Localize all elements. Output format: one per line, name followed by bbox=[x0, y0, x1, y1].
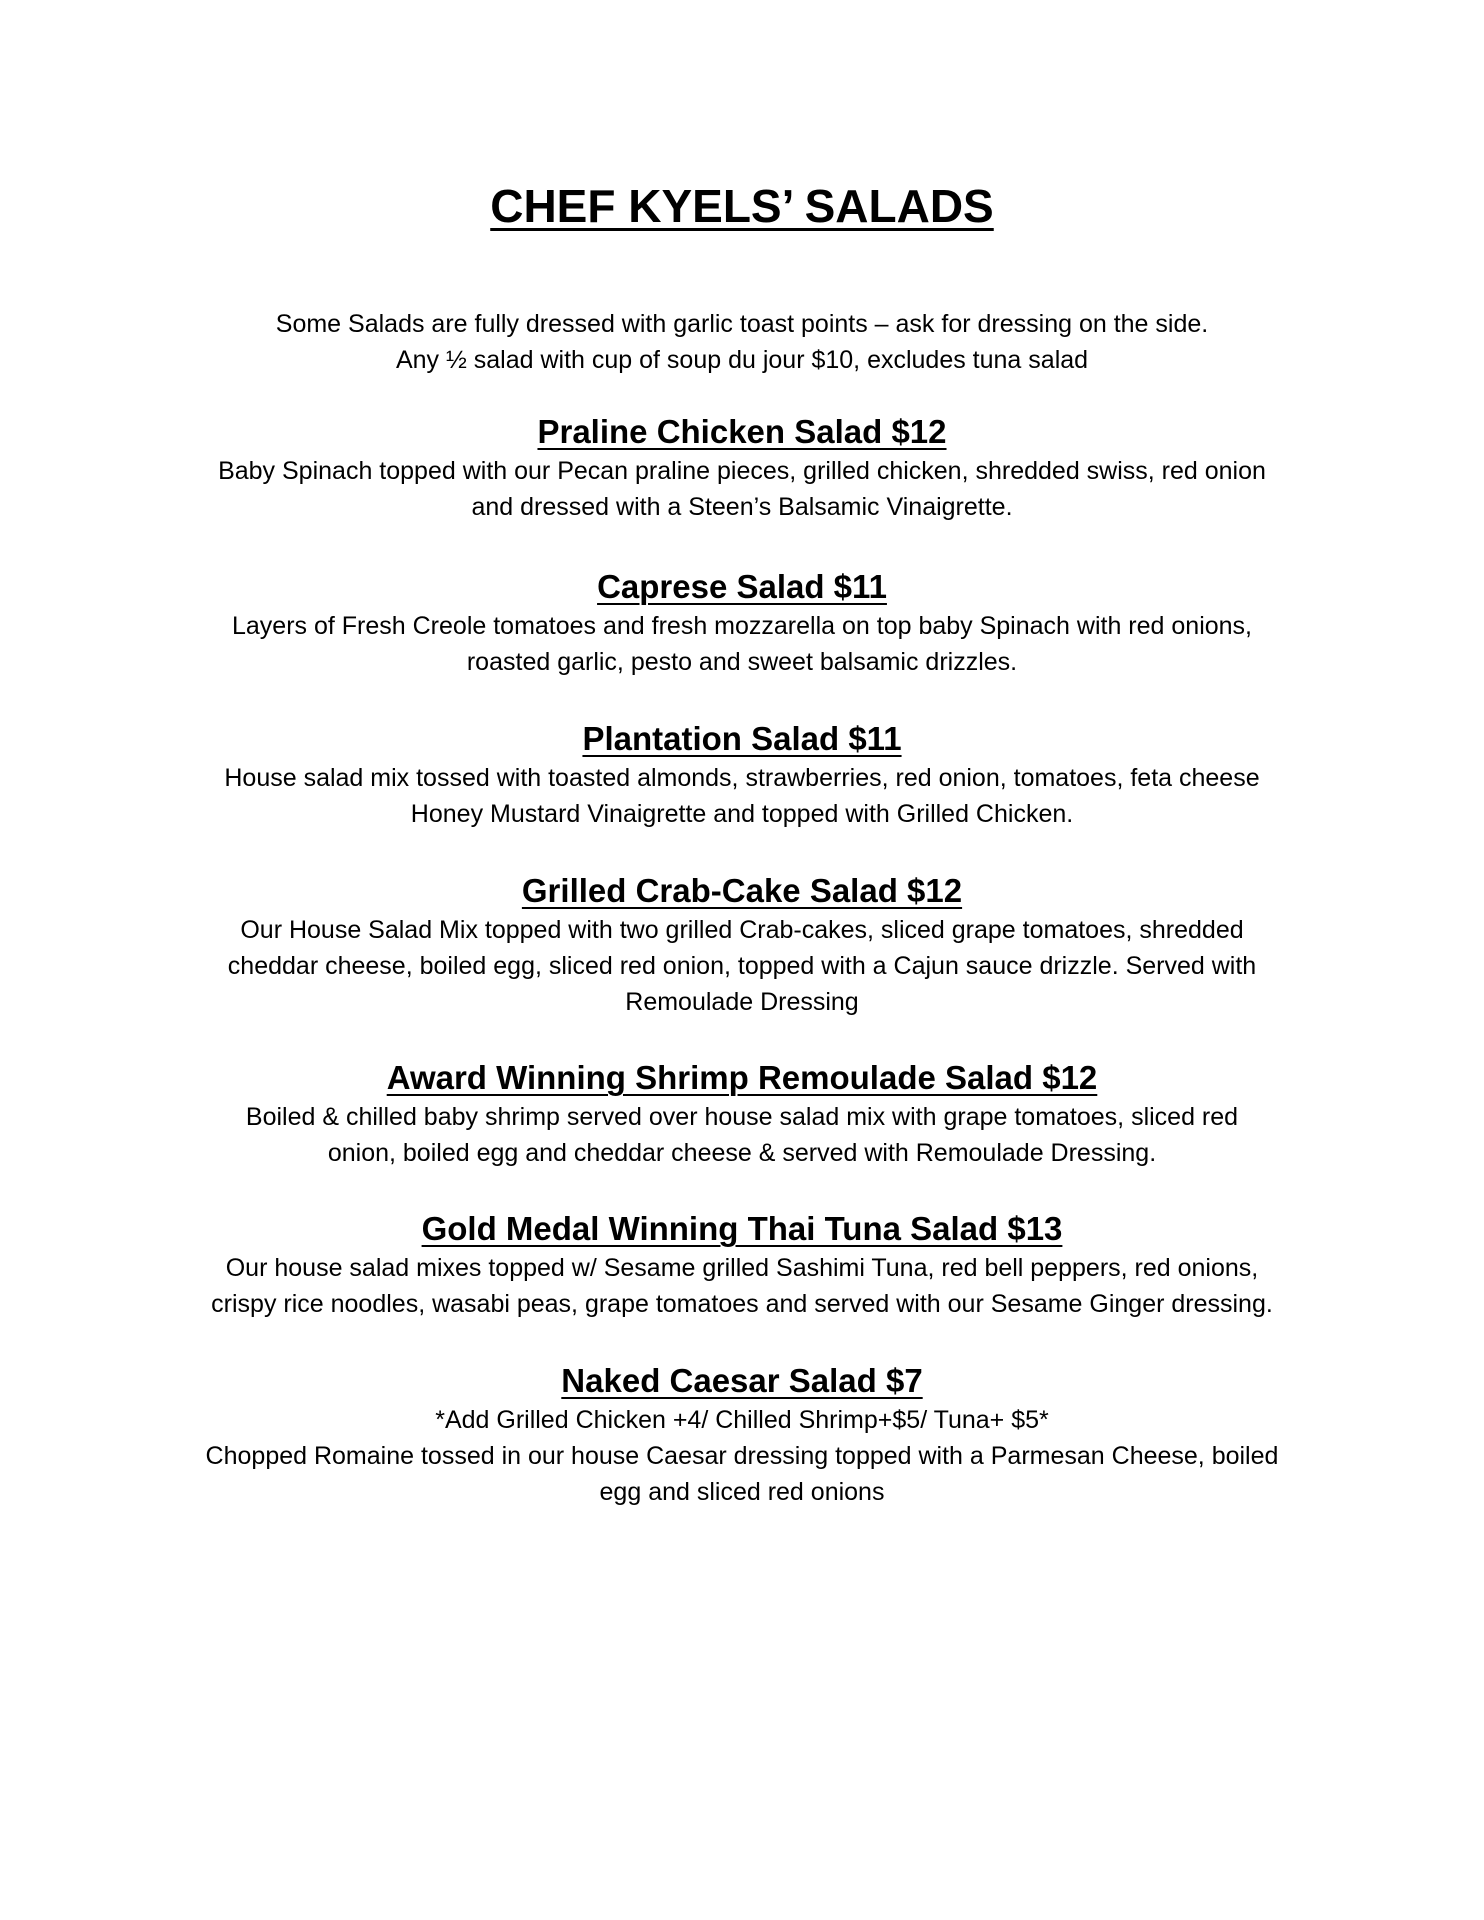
menu-item-praline-chicken bbox=[160, 411, 1324, 525]
description-line: and dressed with a Steen’s Balsamic Vinaigrette. bbox=[471, 493, 1013, 521]
description-line: Boiled & chilled baby shrimp served over house salad mix with grape tomatoes, sliced red bbox=[245, 1103, 1239, 1131]
menu-intro bbox=[0, 306, 1484, 378]
menu-item-caprese bbox=[160, 566, 1324, 680]
menu-item-naked-caesar bbox=[160, 1360, 1324, 1510]
description-line: Remoulade Dressing bbox=[625, 988, 859, 1016]
description-line: crispy rice noodles, wasabi peas, grape tomatoes and served with our Sesame Ginger dressing. bbox=[211, 1290, 1273, 1318]
item-description bbox=[160, 760, 1324, 832]
menu-item-grilled-crab-cake bbox=[160, 870, 1324, 1020]
item-description bbox=[160, 1402, 1324, 1510]
description-line: Layers of Fresh Creole tomatoes and fresh mozzarella on top baby Spinach with red onions, bbox=[232, 612, 1252, 640]
item-name: Naked Caesar Salad $7 bbox=[561, 1362, 923, 1399]
description-line: cheddar cheese, boiled egg, sliced red onion, topped with a Cajun sauce drizzle. Served with bbox=[227, 952, 1257, 980]
description-line: Baby Spinach topped with our Pecan praline pieces, grilled chicken, shredded swiss, red onion bbox=[218, 457, 1266, 485]
item-description bbox=[160, 912, 1324, 1020]
item-description bbox=[160, 1099, 1324, 1171]
description-line: Our house salad mixes topped w/ Sesame grilled Sashimi Tuna, red bell peppers, red onions, bbox=[225, 1254, 1259, 1282]
item-name: Caprese Salad $11 bbox=[597, 568, 887, 605]
item-name: Praline Chicken Salad $12 bbox=[537, 413, 947, 450]
description-line: House salad mix tossed with toasted almonds, strawberries, red onion, tomatoes, feta cheese bbox=[224, 764, 1260, 792]
item-description bbox=[160, 1250, 1324, 1322]
intro-line: Some Salads are fully dressed with garlic toast points – ask for dressing on the side. bbox=[275, 310, 1209, 338]
intro-line: Any ½ salad with cup of soup du jour $10, excludes tuna salad bbox=[395, 346, 1089, 374]
description-line: Honey Mustard Vinaigrette and topped with Grilled Chicken. bbox=[410, 800, 1074, 828]
menu-item-shrimp-remoulade bbox=[160, 1057, 1324, 1171]
item-name: Award Winning Shrimp Remoulade Salad $12 bbox=[386, 1059, 1098, 1096]
menu-title: CHEF KYELS’ SALADS bbox=[490, 180, 994, 232]
description-line: Chopped Romaine tossed in our house Caesar dressing topped with a Parmesan Cheese, boiled bbox=[205, 1442, 1279, 1470]
menu-item-thai-tuna bbox=[160, 1208, 1324, 1322]
item-name: Gold Medal Winning Thai Tuna Salad $13 bbox=[421, 1210, 1063, 1247]
item-description bbox=[160, 453, 1324, 525]
description-line: Our House Salad Mix topped with two grilled Crab-cakes, sliced grape tomatoes, shredded bbox=[240, 916, 1244, 944]
description-line: onion, boiled egg and cheddar cheese & served with Remoulade Dressing. bbox=[327, 1139, 1157, 1167]
item-name: Grilled Crab-Cake Salad $12 bbox=[521, 872, 963, 909]
description-line: *Add Grilled Chicken +4/ Chilled Shrimp+$5/ Tuna+ $5* bbox=[435, 1406, 1049, 1434]
menu-item-plantation bbox=[160, 718, 1324, 832]
item-description bbox=[160, 608, 1324, 680]
item-name: Plantation Salad $11 bbox=[582, 720, 902, 757]
description-line: roasted garlic, pesto and sweet balsamic drizzles. bbox=[466, 648, 1018, 676]
description-line: egg and sliced red onions bbox=[599, 1478, 885, 1506]
